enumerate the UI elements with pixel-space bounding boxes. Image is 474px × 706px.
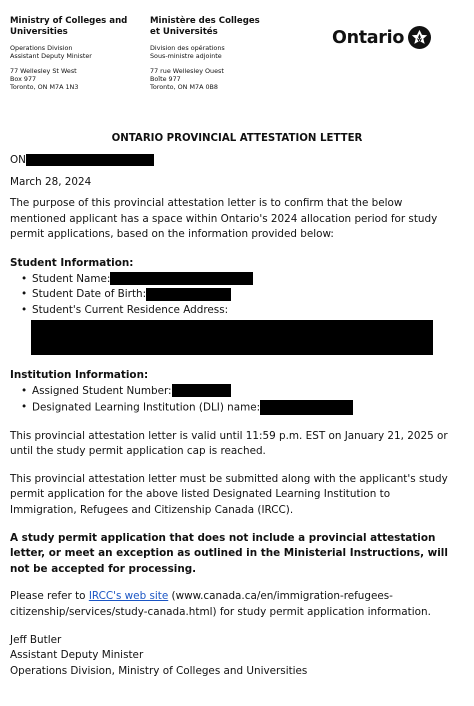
redacted-dli-name	[260, 400, 353, 415]
warning-paragraph: A study permit application that does not include a provincial attestation letter, or meet an exception as outlined in the Ministerial Instructions, will not be accepted for processing.	[10, 531, 448, 575]
redacted-on-number	[26, 154, 154, 166]
role-fr: Sous-ministre adjointe	[150, 52, 222, 61]
ministry-name-en: Ministry of Colleges and Universities	[10, 16, 128, 37]
division-en: Operations Division	[10, 44, 73, 52]
signature-block	[10, 633, 450, 680]
trillium-icon	[408, 26, 431, 49]
student-number-item: • Assigned Student Number:	[32, 384, 450, 400]
signatory-name: Jeff Butler	[10, 633, 62, 646]
ontario-logo	[332, 26, 431, 49]
student-info-list	[10, 272, 450, 319]
ministry-name-fr: Ministère des Colleges et Universités	[150, 16, 260, 37]
signatory-title: Assistant Deputy Minister	[10, 649, 144, 662]
redacted-student-address	[31, 320, 433, 355]
student-info-heading: Student Information:	[10, 256, 134, 269]
intro-paragraph: The purpose of this provincial attestation letter is to confirm that the below mentioned applicant has a space within Ontario's 2024 allocation period for study permit applications, based on the information provided below:	[10, 197, 438, 241]
letter-title: ONTARIO PROVINCIAL ATTESTATION LETTER	[111, 133, 363, 144]
header-french	[150, 16, 260, 91]
redacted-student-name	[110, 272, 253, 285]
institution-info-list	[10, 384, 450, 416]
ircc-website-link[interactable]: IRCC's web site	[88, 590, 169, 603]
letter-date: March 28, 2024	[10, 175, 92, 188]
address-en: 77 Wellesley St West Box 977 Toronto, ON M7A 1N3	[10, 66, 79, 92]
on-line: ON	[10, 153, 450, 169]
student-address-item: • Student's Current Residence Address:	[32, 303, 450, 319]
address-fr: 77 rue Wellesley Ouest Boîte 977 Toronto, ON M7A 0B8	[150, 66, 224, 92]
submission-paragraph: This provincial attestation letter must be submitted along with the applicant's study permit application for the above listed Designated Learning Institution to Immigration, Refugees and Citizenship Canada (IRCC).	[10, 472, 448, 516]
institution-info-heading: Institution Information:	[10, 369, 149, 382]
refer-paragraph: Please refer to IRCC's web site (www.canada.ca/en/immigration-refugees-citizenship/services/study-canada.html) for study permit application information.	[10, 590, 431, 618]
letter-body	[10, 153, 450, 679]
header-english	[10, 16, 127, 91]
ontario-wordmark: Ontario	[332, 27, 405, 48]
dli-name-item: • Designated Learning Institution (DLI) name:	[32, 400, 450, 416]
signatory-organization: Operations Division, Ministry of Colleges and Universities	[10, 664, 308, 677]
validity-paragraph: This provincial attestation letter is valid until 11:59 p.m. EST on January 21, 2025 or until the study permit application cap is reached.	[10, 429, 448, 458]
role-en: Assistant Deputy Minister	[10, 52, 92, 61]
division-fr: Division des opérations	[150, 44, 225, 52]
student-name-item: • Student Name:	[32, 272, 450, 288]
redacted-student-dob	[146, 288, 231, 301]
student-dob-item: • Student Date of Birth:	[32, 287, 450, 303]
redacted-student-number	[172, 384, 231, 397]
